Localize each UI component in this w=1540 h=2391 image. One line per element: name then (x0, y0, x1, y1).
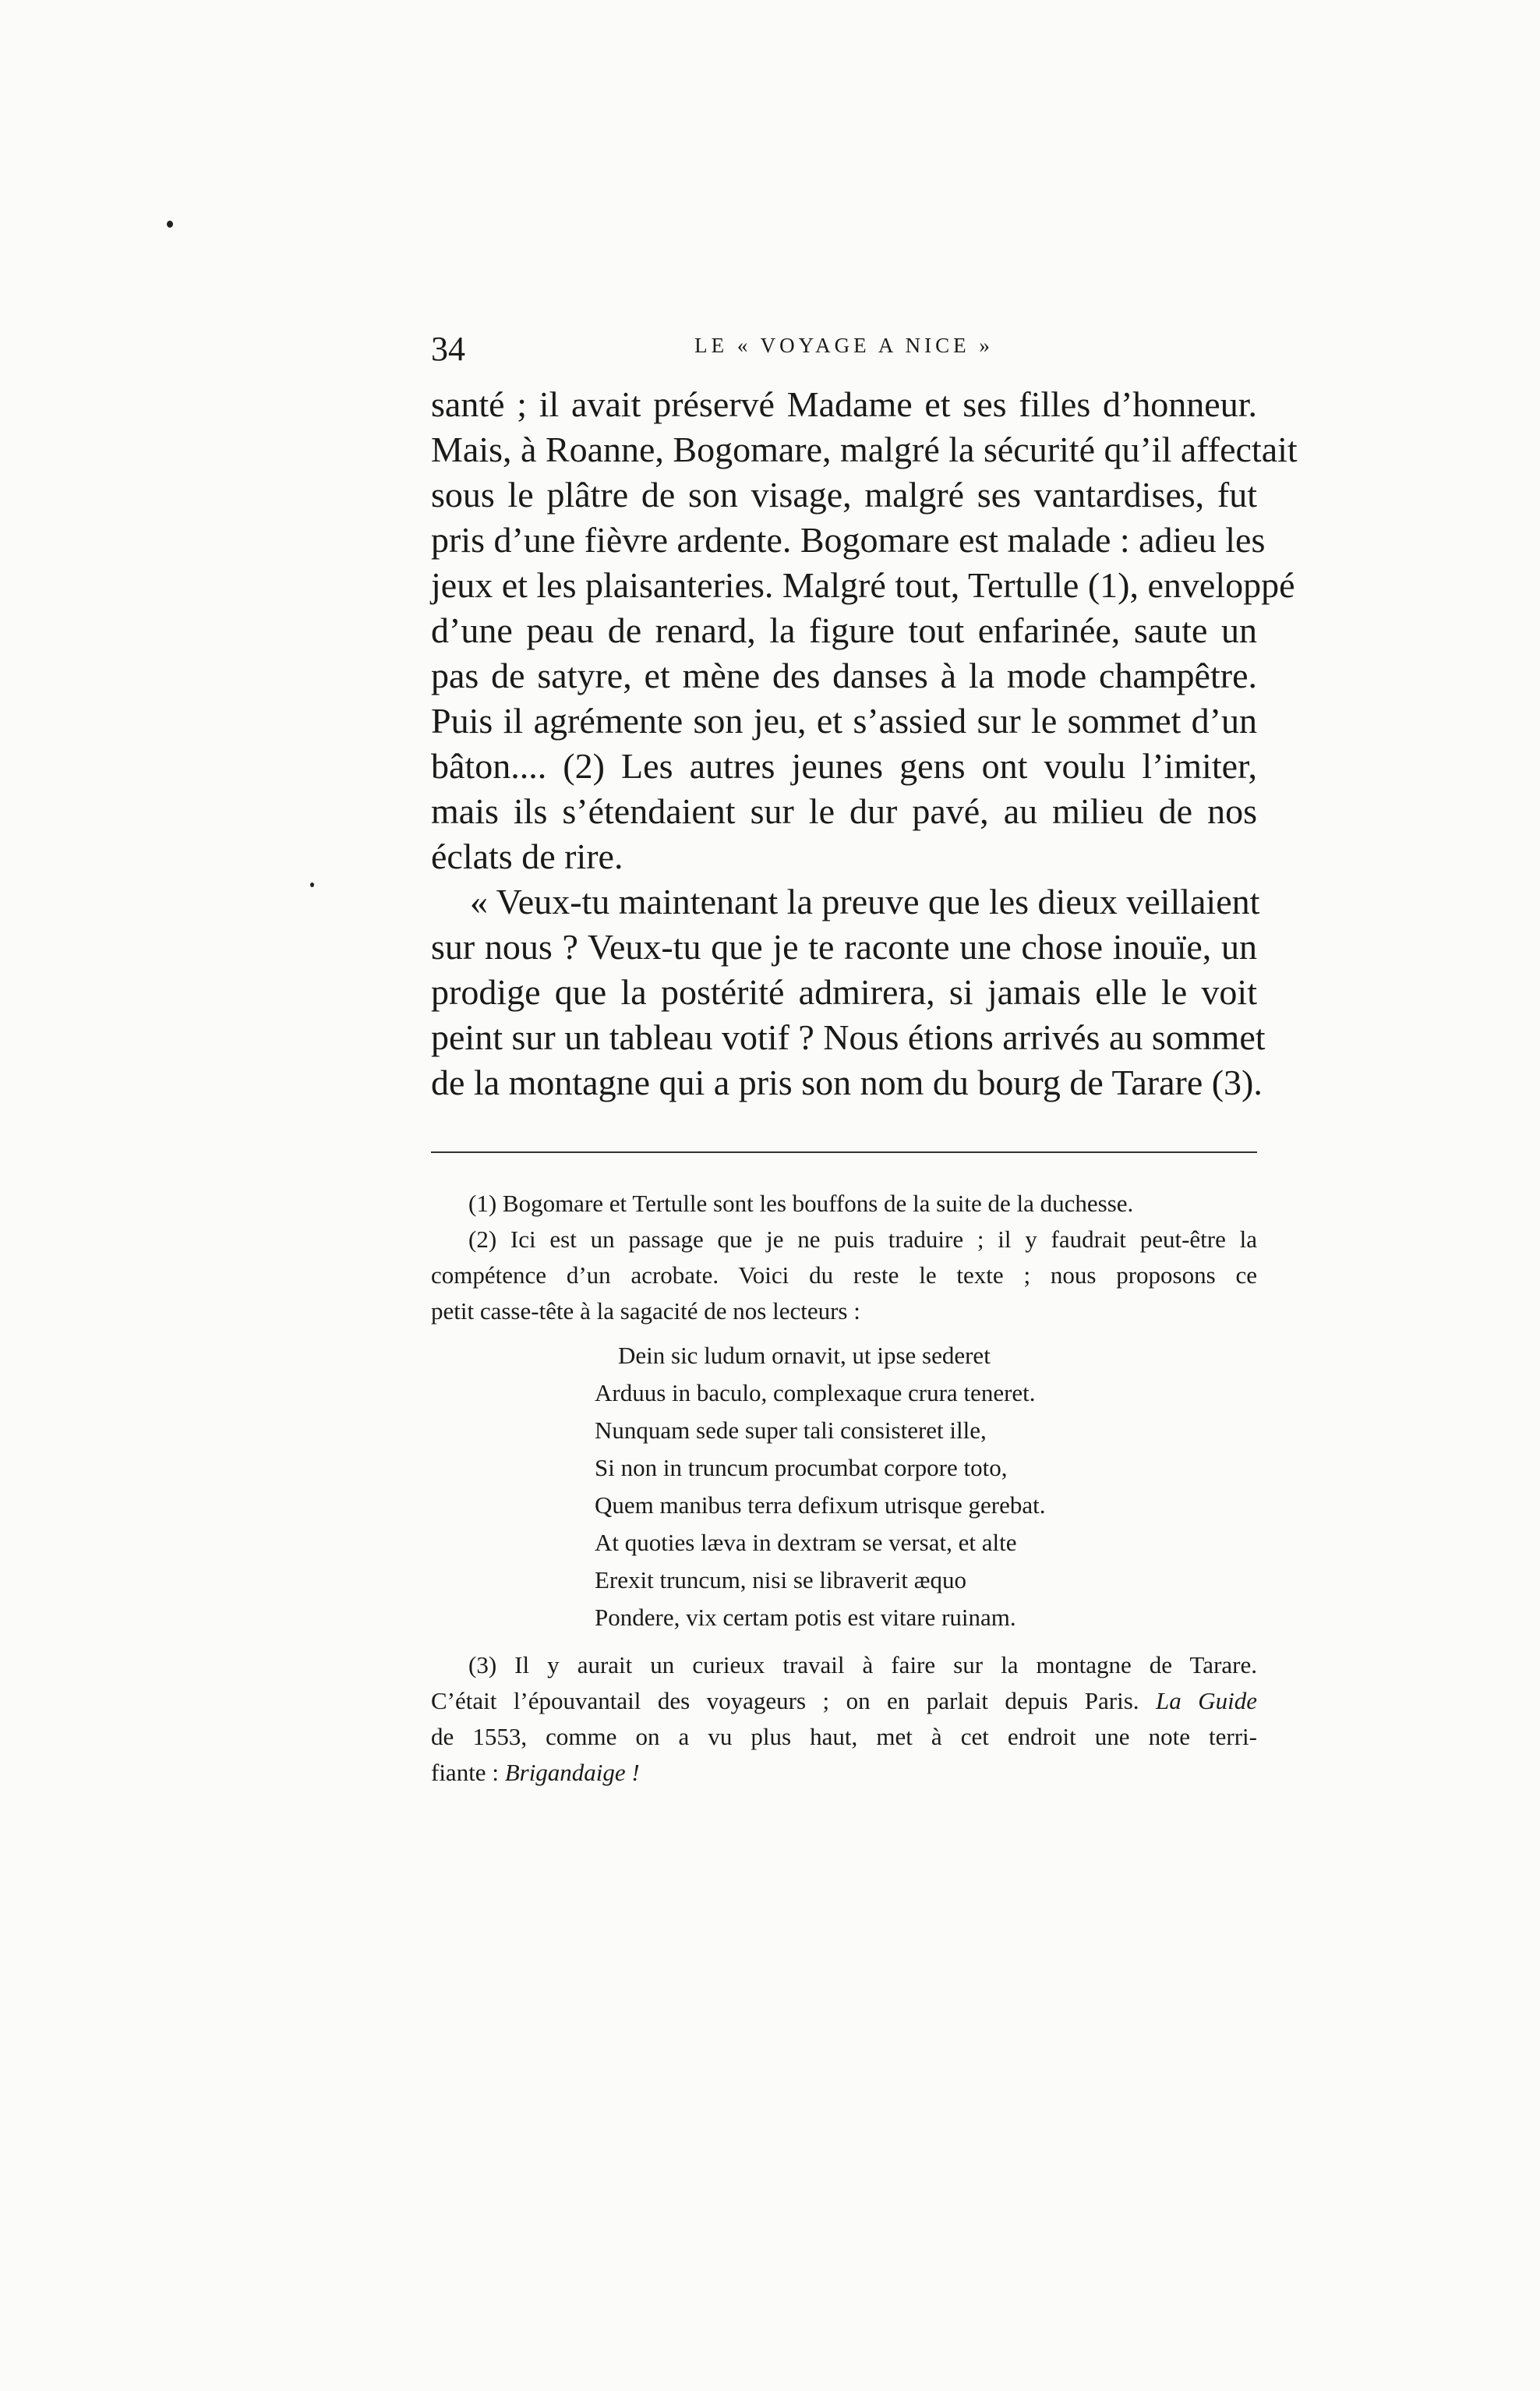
italic-brigandaige: Brigandaige ! (504, 1759, 640, 1786)
body-line: pris d’une fièvre ardente. Bogomare est malade : adieu les (431, 520, 1266, 560)
verse-line: Pondere, vix certam potis est vitare ruinam. (595, 1604, 1016, 1631)
footnote-2-line: (2) Ici est un passage que je ne puis traduire ; il y faudrait peut-être la (468, 1226, 1257, 1253)
verse-line: Quem manibus terra defixum utrisque gerebat. (595, 1491, 1046, 1519)
footnote-3-line (431, 1755, 1257, 1791)
body-line: sous le plâtre de son visage, malgré ses vantardises, fut (431, 475, 1257, 515)
footnote-2-line: petit casse-tête à la sagacité de nos lecteurs : (431, 1297, 860, 1325)
body-line: d’une peau de renard, la figure tout enfarinée, saute un (431, 610, 1257, 650)
verse-line: Si non in truncum procumbat corpore toto, (595, 1454, 1008, 1481)
page-header (431, 326, 1257, 373)
body-line: bâton.... (2) Les autres jeunes gens ont voulu l’imiter, (431, 746, 1257, 786)
body-line: pas de satyre, et mène des danses à la mode champêtre. (431, 656, 1257, 695)
verse-line: Dein sic ludum ornavit, ut ipse sederet (618, 1342, 991, 1369)
verse-line: Arduus in baculo, complexaque crura teneret. (595, 1379, 1036, 1406)
body-line: santé ; il avait préservé Madame et ses filles d’honneur. (431, 384, 1257, 424)
body-line: jeux et les plaisanteries. Malgré tout, Tertulle (1), enveloppé (431, 565, 1295, 605)
body-line: prodige que la postérité admirera, si jamais elle le voit (431, 972, 1257, 1012)
footnote-1: (1) Bogomare et Tertulle sont les bouffons de la suite de la duchesse. (468, 1190, 1134, 1217)
ink-speck (310, 882, 314, 887)
body-line: de la montagne qui a pris son nom du bourg de Tarare (3). (431, 1063, 1263, 1102)
footnote-3-text: fiante : (431, 1759, 499, 1786)
body-line: sur nous ? Veux-tu que je te raconte une chose inouïe, un (431, 927, 1257, 967)
body-line: peint sur un tableau votif ? Nous étions arrivés au sommet (431, 1017, 1266, 1057)
footnote-separator-rule (431, 1151, 1257, 1153)
verse-line: At quoties læva in dextram se versat, et alte (595, 1529, 1017, 1556)
body-line: mais ils s’étendaient sur le dur pavé, au milieu de nos (431, 791, 1257, 831)
page-number: 34 (431, 330, 465, 368)
body-line: Mais, à Roanne, Bogomare, malgré la sécurité qu’il affectait (431, 430, 1298, 469)
verse-line: Erexit truncum, nisi se libraverit æquo (595, 1566, 966, 1593)
footnote-3-line: (3) Il y aurait un curieux travail à faire sur la montagne de Tarare. (468, 1651, 1257, 1678)
footnotes (431, 1186, 1257, 1791)
footnote-3-line (431, 1683, 1257, 1719)
running-head: LE « VOYAGE A NICE » (694, 334, 994, 357)
italic-la-guide: La Guide (1156, 1687, 1257, 1714)
body-text (431, 382, 1298, 1105)
body-line: « Veux-tu maintenant la preuve que les dieux veillaient (470, 882, 1260, 921)
footnote-2-line: compétence d’un acrobate. Voici du reste le texte ; nous proposons ce (431, 1261, 1257, 1289)
body-line: Puis il agrémente son jeu, et s’assied sur le sommet d’un (431, 701, 1257, 741)
latin-verse (431, 1337, 1257, 1636)
verse-line: Nunquam sede super tali consisteret ille, (595, 1417, 987, 1444)
footnote-3-text: C’était l’épouvantail des voyageurs ; on en parlait depuis Paris. (431, 1687, 1139, 1714)
footnote-3-line: de 1553, comme on a vu plus haut, met à cet endroit une note terri- (431, 1723, 1257, 1750)
ink-speck (167, 221, 173, 228)
body-line: éclats de rire. (431, 836, 623, 876)
